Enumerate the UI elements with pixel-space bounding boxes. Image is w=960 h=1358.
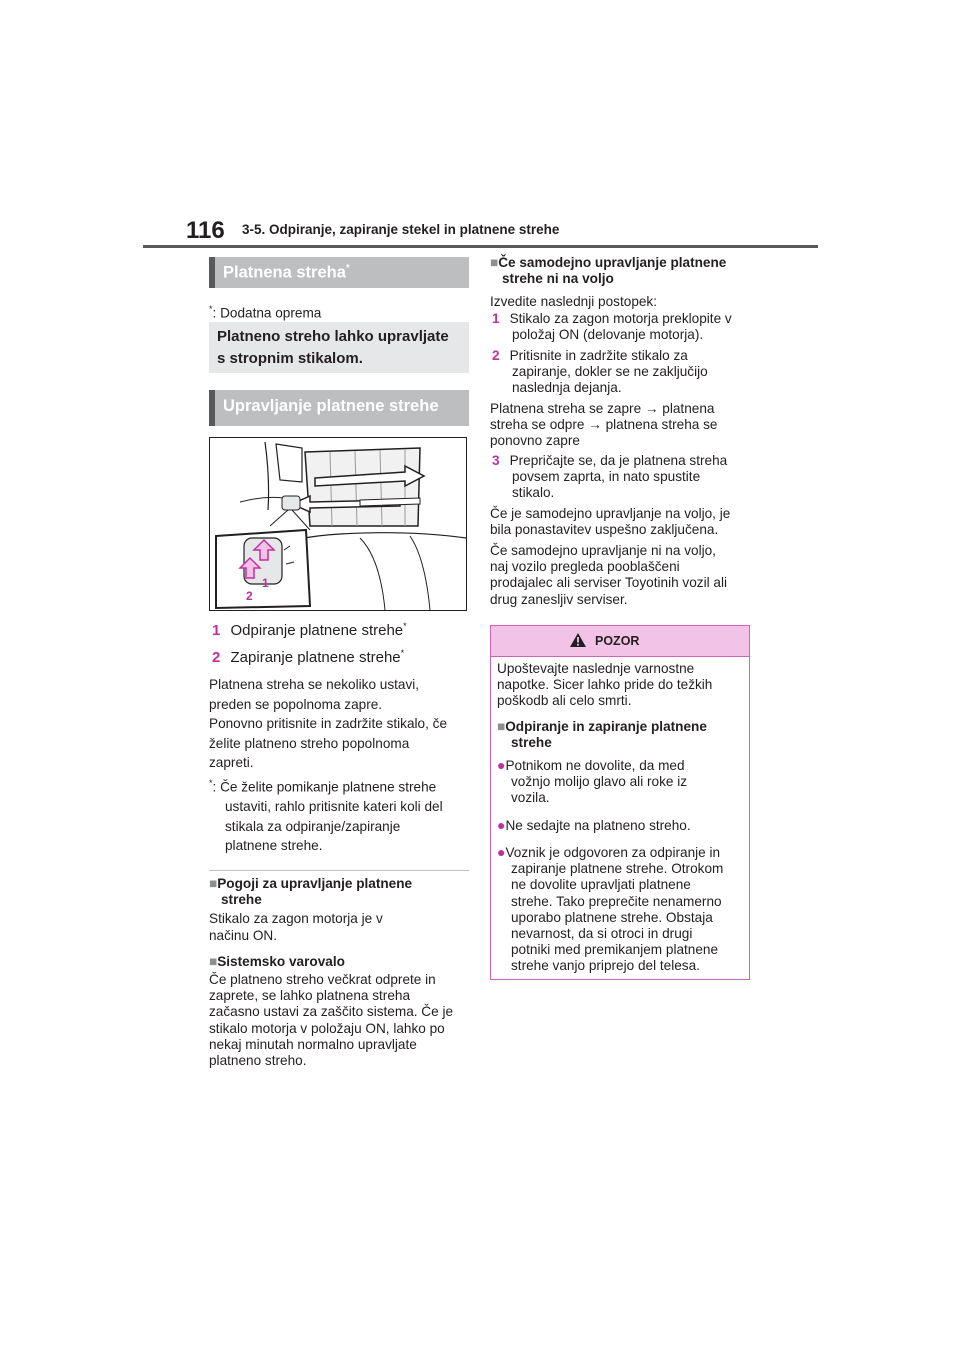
list-item [212,648,404,666]
text-line: ne dovolite upravljati platnene [511,877,691,893]
list-item [212,621,407,639]
bullet-dot-icon: ● [497,817,506,833]
text-line: streha se odpre → platnena streha se [490,417,718,433]
text-line: poškodb ali celo smrti. [497,693,632,709]
text-line: povsem zaprta, in nato spustite [512,469,701,485]
main-title-star: * [345,263,350,274]
caution-bullet [497,817,691,834]
subsection-title-bar [209,390,469,426]
sec-conditions-title: ■Pogoji za upravljanje platnene strehe [209,876,413,907]
text-line: ponovno zapre [490,433,580,449]
text-line: Če samodejno upravljanje ni na voljo, [490,543,716,558]
text-line: drug zanesljiv serviser. [490,591,628,607]
text-line: Stikalo za zagon motorja preklopite v [509,311,732,326]
main-title: Platnena streha [223,263,346,282]
step-item [492,453,727,502]
list-number: 1 [212,622,221,639]
figure-illustration [210,438,466,610]
text-line: Pogoji za upravljanje platnene [217,876,413,891]
figure-label-1: 1 [262,576,269,590]
para-reset-fail [490,543,727,608]
text-line: zapiranje, dokler se ne zaključijo [512,364,708,380]
bullet-dot-icon: ● [497,757,506,773]
text-line: Ponovno pritisnite in zadržite stikalo, če [209,716,448,731]
sec-auto-unavailable-title: ■Če samodejno upravljanje platnene strehe ni na voljo [490,255,727,286]
text-line: prodajalec ali serviser Toyotinih vozil ali [490,575,727,591]
caution-subtitle: ■Odpiranje in zapiranje platnene strehe [497,719,707,750]
text-line: ustaviti, rahlo pritisnite kateri koli del [225,799,443,815]
text-line: Pritisnite in zadržite stikalo za [509,348,688,363]
sec-protection-body [209,972,453,1069]
text-line: platneno streho. [209,1053,307,1069]
text-line: Ne sedajte na platneno streho. [505,818,691,833]
text-line: Voznik je odgovoren za odpiranje in [505,845,721,860]
caution-header [491,626,749,657]
footnote-mark: * [209,304,213,314]
step-number: 2 [492,348,500,363]
text-line: strehe ni na voljo [502,271,614,286]
page-number: 116 [186,217,225,244]
intro-box: Platneno streho lahko upravljate s stropnim stikalom. [209,322,469,373]
text-line: Stikalo za zagon motorja je v [209,911,383,926]
text-line: vozila. [511,790,550,806]
text-line: Platnena streha se nekoliko ustavi, [209,677,420,692]
text-line: stikalo. [512,485,555,501]
list-star: * [400,648,405,658]
procedure-intro: Izvedite naslednji postopek: [490,294,658,309]
roof-switch-figure [209,437,467,611]
text-line: Če platneno streho večkrat odprete in [209,972,436,987]
caution-intro [497,661,712,710]
section-title: 3-5. Odpiranje, zapiranje stekel in platnene strehe [242,222,560,237]
main-title-bar [209,257,469,288]
text-line: stikalo motorja v položaju ON, lahko po [209,1020,445,1036]
section-divider [209,870,469,871]
text-line: vožnjo molijo glavo ali roke iz [511,774,688,790]
text-line: nevarnost, da si otroci in drugi [511,926,693,942]
step-item [492,311,732,343]
footnote-text: : Dodatna oprema [212,305,322,321]
list-text: Odpiranje platnene strehe [230,622,404,639]
text-line: naj vozilo pregleda pooblaščeni [490,559,680,575]
caution-title: POZOR [595,634,640,648]
step-item [492,348,708,397]
text-line: uporabo platnene strehe. Obstaja [511,909,713,925]
caution-bullet [497,757,687,807]
text-line: napotke. Sicer lahko pride do težkih [497,677,713,693]
text-line: zaprete, se lahko platnena streha [209,988,411,1004]
step-number: 1 [492,311,500,326]
para-stops-before-close [209,675,447,773]
text-line: preden se popolnoma zapre. [209,696,383,712]
text-line: stikala za odpiranje/zapiranje [225,818,401,834]
sec-protection-title: ■Sistemsko varovalo [209,954,345,969]
text-line: Odpiranje in zapiranje platnene [505,719,707,734]
text-line: naslednja dejanja. [512,380,622,396]
text-line: platnene strehe. [225,838,323,854]
text-line: Prepričajte se, da je platnena streha [509,453,728,468]
list-number: 2 [212,649,221,666]
text-line: strehe. Tako preprečite nenamerno [511,893,722,909]
bullet-dot-icon: ● [497,844,506,860]
text-line: strehe [511,735,552,750]
text-line: potniki med premikanjem platnene [511,942,719,958]
text-line: : Če želite pomikanje platnene strehe [212,779,437,795]
text-line: začasno ustavi za zaščito sistema. Če je [209,1004,454,1020]
caution-bullet [497,844,723,975]
text-line: načinu ON. [209,927,278,943]
warning-icon [569,632,587,648]
text-line: položaj ON (delovanje motorja). [512,327,704,343]
subsection-title: Upravljanje platnene strehe [223,397,439,415]
note-mark: * [209,778,213,788]
text-line: bila ponastavitev uspešno zaključena. [490,522,719,538]
text-line: zapreti. [209,755,254,770]
text-line: Upoštevajte naslednje varnostne [497,661,695,676]
sequence-text [490,401,717,450]
text-line: Če je samodejno upravljanje na voljo, je [490,506,731,521]
text-line: strehe vanjo priprejo del telesa. [511,958,700,974]
list-text: Zapiranje platnene strehe [230,649,401,666]
text-line: Platnena streha se zapre → platnena [490,401,715,416]
header-rule [143,245,818,248]
figure-label-2: 2 [246,589,253,603]
text-line: Potnikom ne dovolite, da med [505,758,685,773]
para-reset-ok [490,506,730,538]
text-line: Če samodejno upravljanje platnene [498,255,727,270]
sec-conditions-body [209,911,383,944]
list-star: * [403,621,407,631]
text-line: nekaj minutah normalno upravljate [209,1036,417,1052]
note-stop-movement [209,774,443,856]
text-line: zapiranje platnene strehe. Otrokom [511,861,724,877]
text-line: želite platneno streho popolnoma [209,735,410,751]
step-number: 3 [492,453,500,468]
caution-box [490,625,750,980]
text-line: strehe [221,892,262,907]
footnote-optional [209,300,321,323]
text-line: Sistemsko varovalo [217,954,345,969]
